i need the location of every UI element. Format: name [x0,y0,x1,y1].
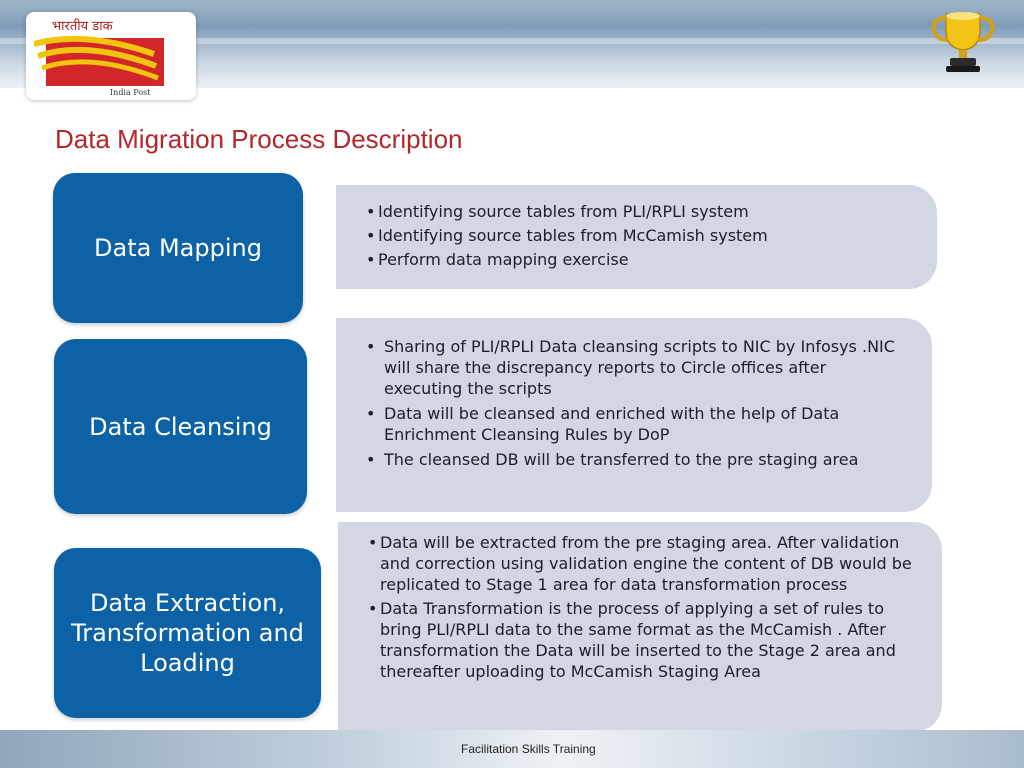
step-label: Data Mapping [94,234,262,262]
bullet-item: • Data will be extracted from the pre staging area. After validation and correction using validation engine the content of DB would be replicated to Stage 1 area for data transformation process [368,532,912,595]
bullet-item: • Perform data mapping exercise [366,249,917,270]
india-post-logo [26,12,196,100]
step-data-etl [54,548,321,718]
footer-text: Facilitation Skills Training [461,742,596,756]
step-data-etl-description [338,522,942,732]
bullet-item: • Data Transformation is the process of applying a set of rules to bring PLI/RPLI data to the same format as the McCamish . After transformation the Data will be inserted to the Stage 2 area and thereafter uploading to McCamish Staging Area [368,598,912,682]
step-data-mapping-description [336,185,937,289]
bullet-list [366,201,917,270]
step-label: Data Extraction, Transformation and Loading [71,589,304,677]
step-label: Data Cleansing [89,412,272,441]
bullet-list [366,336,902,470]
trophy-icon [928,8,998,74]
bullet-item: • Identifying source tables from McCamish system [366,225,917,246]
india-post-logo-icon [34,32,174,88]
step-data-mapping [53,173,303,323]
step-data-cleansing-description [336,318,932,512]
bullet-item: • The cleansed DB will be transferred to the pre staging area [366,449,902,470]
logo-caption: India Post [110,88,151,97]
bullet-item: • Data will be cleansed and enriched with the help of Data Enrichment Cleansing Rules by DoP [366,403,902,445]
bullet-item: • Sharing of PLI/RPLI Data cleansing scripts to NIC by Infosys .NIC will share the discrepancy reports to Circle offices after executing the scripts [366,336,902,399]
step-data-cleansing [54,339,307,514]
page-title: Data Migration Process Description [55,124,463,154]
bullet-item: • Identifying source tables from PLI/RPLI system [366,201,917,222]
bullet-list [368,532,912,682]
logo-hindi-text: भारतीय डाक [52,19,113,34]
